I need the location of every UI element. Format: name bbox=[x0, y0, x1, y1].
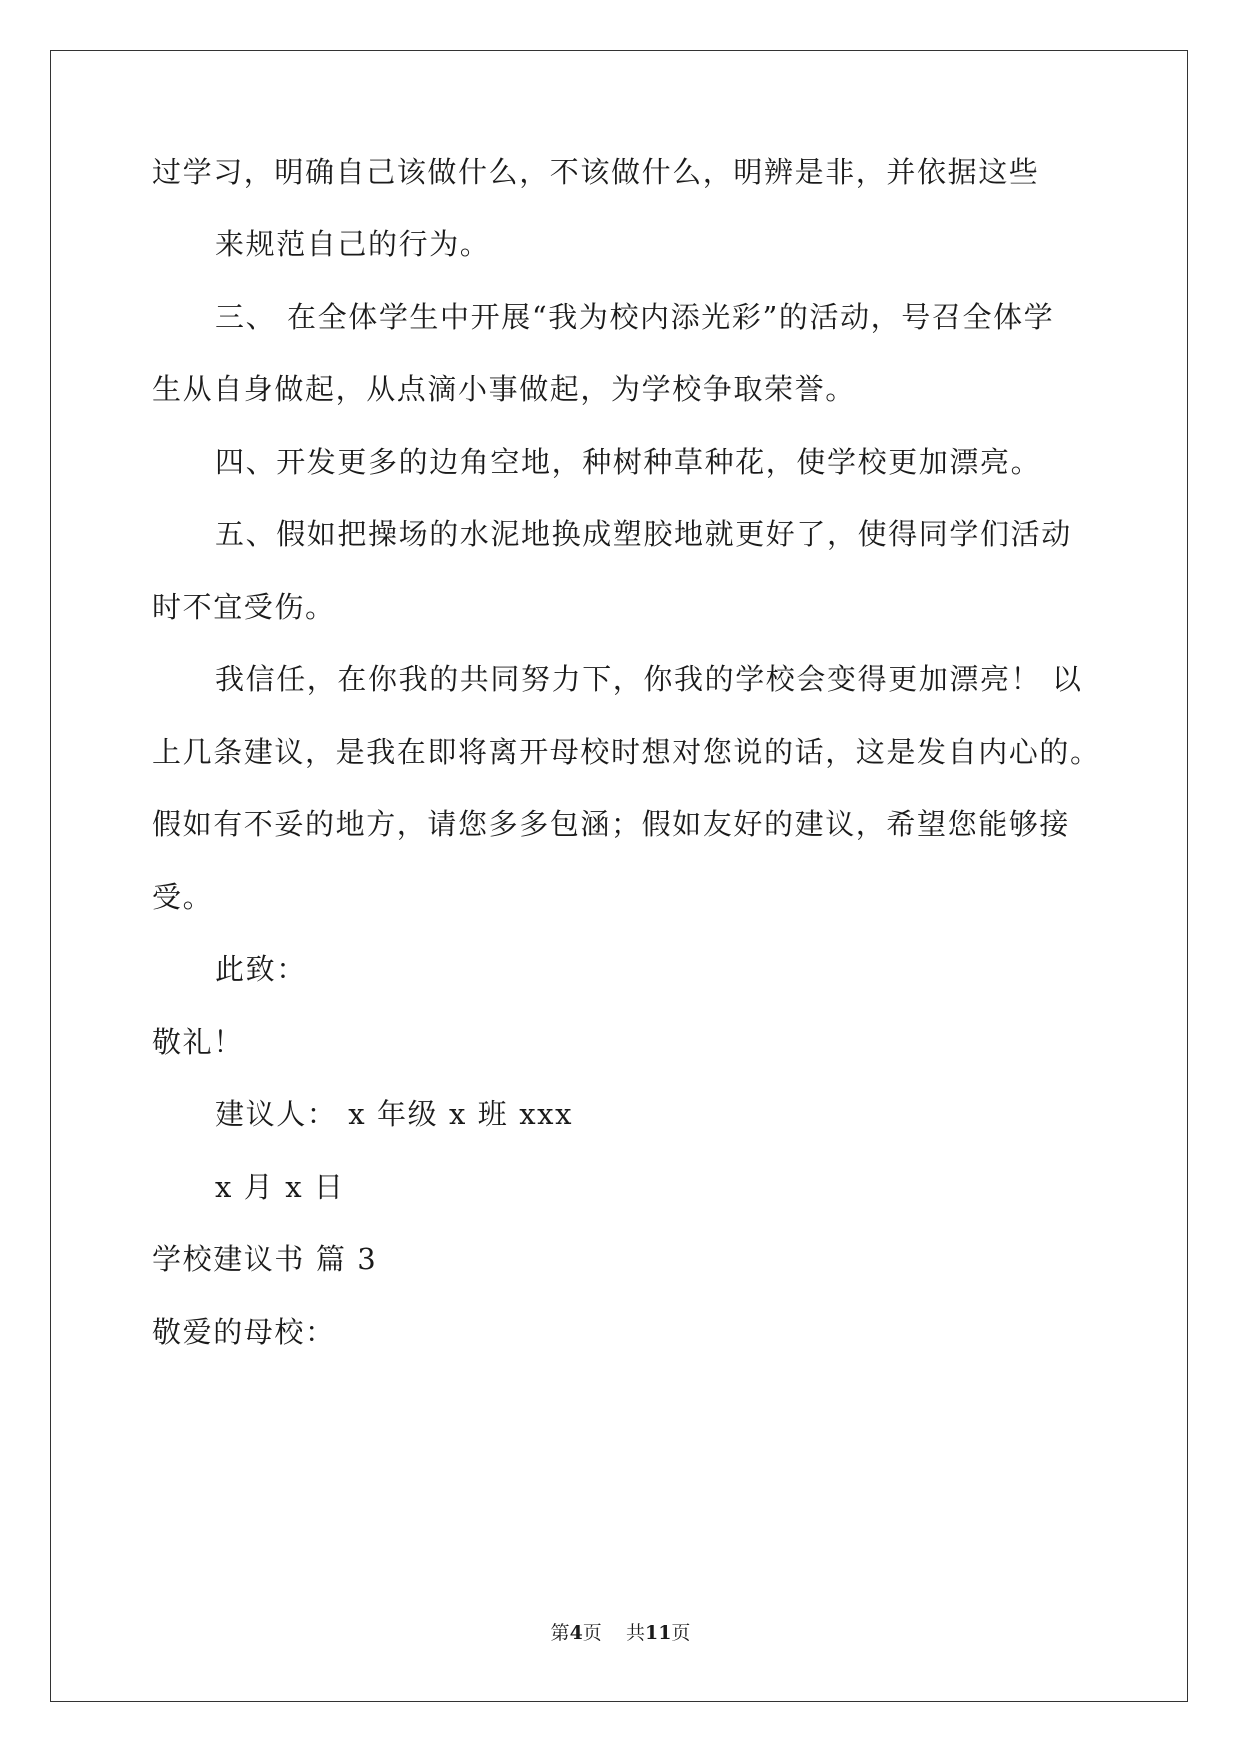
body-line-5: 四、开发更多的边角空地，种树种草种花，使学校更加漂亮。 bbox=[215, 445, 1042, 479]
body-line-8: 我信任，在你我的共同努力下，你我的学校会变得更加漂亮！ 以 bbox=[215, 662, 1083, 696]
body-line-9: 上几条建议，是我在即将离开母校时想对您说的话，这是发自内心的。 bbox=[152, 735, 1101, 769]
closing-line: 敬礼！ bbox=[152, 1025, 244, 1059]
greeting-line: 敬爱的母校： bbox=[152, 1315, 336, 1349]
page-mid: 页 共 bbox=[582, 1622, 645, 1644]
body-line-11: 受。 bbox=[152, 880, 214, 914]
body-line-3: 三、 在全体学生中开展“我为校内添光彩”的活动，号召全体学 bbox=[215, 300, 1055, 334]
page-footer bbox=[0, 1620, 1241, 1646]
body-line-7: 时不宜受伤。 bbox=[152, 590, 336, 624]
body-line-2: 来规范自己的行为。 bbox=[215, 227, 491, 261]
body-line-1: 过学习，明确自己该做什么，不该做什么，明辨是非，并依据这些 bbox=[152, 155, 1040, 189]
section-heading: 学校建议书 篇 3 bbox=[152, 1242, 378, 1276]
body-line-4: 生从自身做起，从点滴小事做起，为学校争取荣誉。 bbox=[152, 372, 856, 406]
page-current: 4 bbox=[569, 1622, 583, 1644]
signature-line: 建议人： x 年级 x 班 xxx bbox=[215, 1097, 574, 1131]
body-line-10: 假如有不妥的地方，请您多多包涵；假如友好的建议，希望您能够接 bbox=[152, 807, 1071, 841]
page-suffix: 页 bbox=[671, 1622, 691, 1644]
date-line: x 月 x 日 bbox=[215, 1170, 345, 1204]
salutation-line: 此致： bbox=[215, 952, 307, 986]
page-total: 11 bbox=[644, 1622, 672, 1644]
page-prefix: 第 bbox=[550, 1622, 570, 1644]
body-line-6: 五、假如把操场的水泥地换成塑胶地就更好了，使得同学们活动 bbox=[215, 517, 1072, 551]
